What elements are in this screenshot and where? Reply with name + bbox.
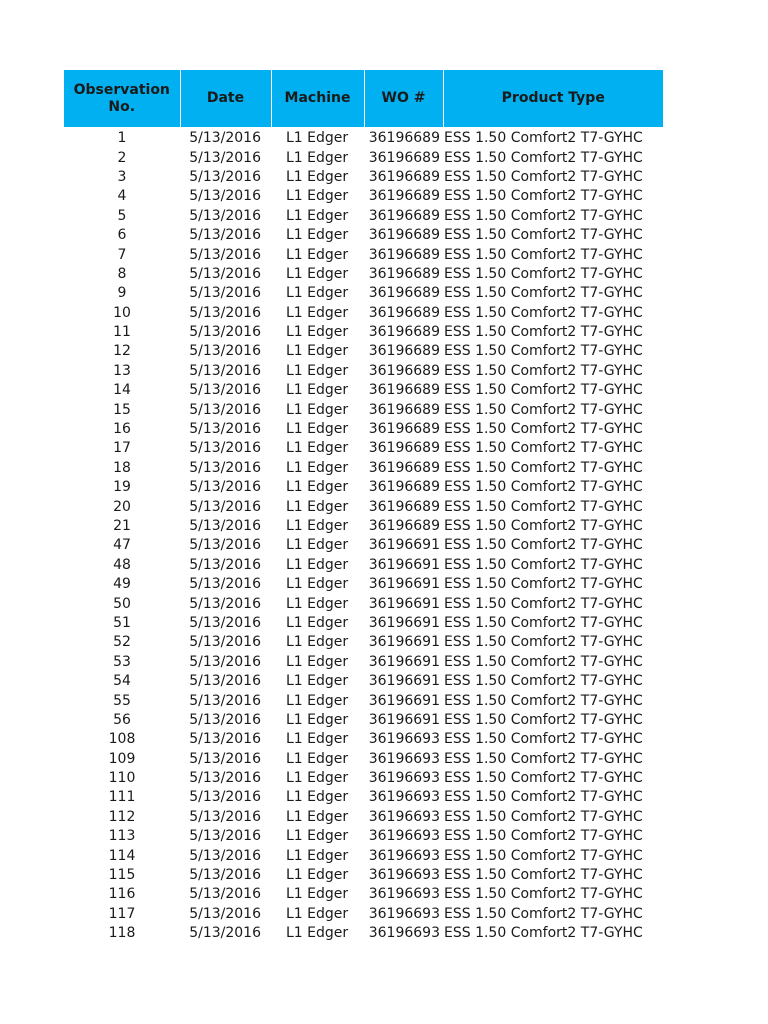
cell-observation-no[interactable]: 16 [113,421,131,438]
cell-date[interactable]: 5/13/2016 [189,149,261,166]
table-row [64,924,663,943]
cell-wo-number[interactable]: 36196689 [368,265,440,282]
cell-wo-number[interactable]: 36196689 [368,324,440,341]
cell-observation-no[interactable]: 115 [108,867,136,884]
table-row [64,420,663,439]
cell-observation-no[interactable]: 108 [108,731,136,748]
cell-product-type[interactable]: ESS 1.50 Comfort2 T7-GYHC [444,537,643,554]
cell-date[interactable]: 5/13/2016 [189,227,261,244]
cell-observation-no[interactable]: 48 [113,556,131,573]
cell-observation-no[interactable]: 117 [108,905,136,922]
table-body [64,127,663,943]
cell-date[interactable]: 5/13/2016 [189,692,261,709]
cell-date[interactable]: 5/13/2016 [189,188,261,205]
cell-wo-number[interactable]: 36196689 [368,207,440,224]
cell-product-type[interactable]: ESS 1.50 Comfort2 T7-GYHC [444,343,643,360]
cell-product-type[interactable]: ESS 1.50 Comfort2 T7-GYHC [444,304,643,321]
cell-machine[interactable]: L1 Edger [286,421,349,438]
header-wo-label: WO # [381,90,426,106]
cell-product-type[interactable]: ESS 1.50 Comfort2 T7-GYHC [444,401,643,418]
cell-product-type[interactable]: ESS 1.50 Comfort2 T7-GYHC [444,634,643,651]
cell-observation-no[interactable]: 56 [113,711,131,728]
cell-observation-no[interactable]: 4 [117,188,127,205]
cell-observation-no[interactable]: 17 [113,440,131,457]
cell-product-type[interactable]: ESS 1.50 Comfort2 T7-GYHC [444,168,643,185]
cell-product-type[interactable]: ESS 1.50 Comfort2 T7-GYHC [444,149,643,166]
table-row [64,536,663,555]
cell-wo-number[interactable]: 36196689 [368,130,440,147]
cell-wo-number[interactable]: 36196691 [368,711,440,728]
cell-observation-no[interactable]: 19 [113,479,131,496]
cell-date[interactable]: 5/13/2016 [189,886,261,903]
cell-date[interactable]: 5/13/2016 [189,518,261,534]
cell-date[interactable]: 5/13/2016 [189,808,261,825]
cell-product-type[interactable]: ESS 1.50 Comfort2 T7-GYHC [444,673,643,690]
cell-wo-number[interactable]: 36196689 [368,440,440,457]
cell-machine[interactable]: L1 Edger [286,925,349,942]
table-row [64,187,663,206]
cell-date[interactable]: 5/13/2016 [189,556,261,573]
table-row [64,245,663,264]
cell-observation-no[interactable]: 118 [108,925,136,942]
cell-date[interactable]: 5/13/2016 [189,130,261,147]
cell-product-type[interactable]: ESS 1.50 Comfort2 T7-GYHC [444,770,643,787]
cell-date[interactable]: 5/13/2016 [189,847,261,864]
cell-wo-number[interactable]: 36196693 [368,789,440,806]
cell-observation-no[interactable]: 54 [113,673,131,690]
cell-machine[interactable]: L1 Edger [286,731,349,748]
cell-product-type[interactable]: ESS 1.50 Comfort2 T7-GYHC [444,130,643,147]
table-row [64,284,663,303]
cell-wo-number[interactable]: 36196693 [368,867,440,884]
cell-product-type[interactable]: ESS 1.50 Comfort2 T7-GYHC [444,692,643,709]
cell-machine[interactable]: L1 Edger [286,459,349,476]
header-date[interactable] [180,70,271,127]
cell-date[interactable]: 5/13/2016 [189,246,261,263]
cell-machine[interactable]: L1 Edger [286,518,349,534]
cell-date[interactable]: 5/13/2016 [189,440,261,457]
cell-date[interactable]: 5/13/2016 [189,324,261,341]
cell-date[interactable]: 5/13/2016 [189,207,261,224]
cell-wo-number[interactable]: 36196689 [368,401,440,418]
cell-observation-no[interactable]: 49 [113,576,131,593]
cell-machine[interactable]: L1 Edger [286,711,349,728]
cell-product-type[interactable]: ESS 1.50 Comfort2 T7-GYHC [444,653,643,670]
table-row [64,633,663,652]
cell-observation-no[interactable]: 111 [108,789,136,806]
table-row [64,788,663,807]
cell-wo-number[interactable]: 36196691 [368,692,440,709]
table-row [64,691,663,710]
cell-observation-no[interactable]: 15 [113,401,131,418]
cell-product-type[interactable]: ESS 1.50 Comfort2 T7-GYHC [444,285,643,302]
cell-machine[interactable]: L1 Edger [286,285,349,302]
cell-machine[interactable]: L1 Edger [286,265,349,282]
table-header [64,70,663,127]
cell-wo-number[interactable]: 36196693 [368,731,440,748]
cell-date[interactable]: 5/13/2016 [189,750,261,767]
cell-machine[interactable]: L1 Edger [286,653,349,670]
cell-observation-no[interactable]: 10 [113,304,131,321]
cell-date[interactable]: 5/13/2016 [189,285,261,302]
cell-machine[interactable]: L1 Edger [286,207,349,224]
cell-product-type[interactable]: ESS 1.50 Comfort2 T7-GYHC [444,207,643,224]
cell-product-type[interactable]: ESS 1.50 Comfort2 T7-GYHC [444,614,643,631]
cell-wo-number[interactable]: 36196693 [368,905,440,922]
cell-product-type[interactable]: ESS 1.50 Comfort2 T7-GYHC [444,808,643,825]
cell-wo-number[interactable]: 36196693 [368,925,440,942]
table-row [64,207,663,226]
cell-observation-no[interactable]: 55 [113,692,131,709]
cell-date[interactable]: 5/13/2016 [189,265,261,282]
cell-observation-no[interactable]: 13 [113,362,131,379]
cell-observation-no[interactable]: 18 [113,459,131,476]
cell-observation-no[interactable]: 110 [108,770,136,787]
cell-date[interactable]: 5/13/2016 [189,653,261,670]
cell-observation-no[interactable]: 47 [113,537,131,554]
cell-product-type[interactable]: ESS 1.50 Comfort2 T7-GYHC [444,518,643,534]
table-row [64,730,663,749]
cell-wo-number[interactable]: 36196691 [368,634,440,651]
cell-machine[interactable]: L1 Edger [286,886,349,903]
cell-machine[interactable]: L1 Edger [286,808,349,825]
cell-product-type[interactable]: ESS 1.50 Comfort2 T7-GYHC [444,246,643,263]
table-row [64,885,663,904]
table-row [64,575,663,594]
cell-machine[interactable]: L1 Edger [286,343,349,360]
table-row [64,517,663,536]
cell-machine[interactable]: L1 Edger [286,847,349,864]
cell-observation-no[interactable]: 7 [117,246,127,263]
table-row [64,304,663,323]
cell-observation-no[interactable]: 12 [113,343,131,360]
cell-product-type[interactable]: ESS 1.50 Comfort2 T7-GYHC [444,498,643,515]
cell-wo-number[interactable]: 36196693 [368,750,440,767]
cell-machine[interactable]: L1 Edger [286,382,349,399]
cell-product-type[interactable]: ESS 1.50 Comfort2 T7-GYHC [444,867,643,884]
header-machine-label: Machine [284,90,351,106]
cell-product-type[interactable]: ESS 1.50 Comfort2 T7-GYHC [444,750,643,767]
cell-observation-no[interactable]: 52 [113,634,131,651]
cell-wo-number[interactable]: 36196689 [368,362,440,379]
cell-wo-number[interactable]: 36196689 [368,246,440,263]
header-product-type[interactable] [443,70,663,127]
cell-machine[interactable]: L1 Edger [286,692,349,709]
observation-table [64,70,663,943]
cell-date[interactable]: 5/13/2016 [189,401,261,418]
cell-observation-no[interactable]: 2 [117,149,127,166]
cell-date[interactable]: 5/13/2016 [189,498,261,515]
cell-date[interactable]: 5/13/2016 [189,304,261,321]
cell-machine[interactable]: L1 Edger [286,634,349,651]
cell-wo-number[interactable]: 36196689 [368,459,440,476]
cell-product-type[interactable]: ESS 1.50 Comfort2 T7-GYHC [444,324,643,341]
cell-observation-no[interactable]: 112 [108,808,136,825]
table-row [64,439,663,458]
cell-date[interactable]: 5/13/2016 [189,576,261,593]
cell-product-type[interactable]: ESS 1.50 Comfort2 T7-GYHC [444,362,643,379]
cell-date[interactable]: 5/13/2016 [189,905,261,922]
cell-date[interactable]: 5/13/2016 [189,711,261,728]
cell-product-type[interactable]: ESS 1.50 Comfort2 T7-GYHC [444,479,643,496]
table-row [64,846,663,865]
cell-wo-number[interactable]: 36196689 [368,343,440,360]
cell-machine[interactable]: L1 Edger [286,324,349,341]
cell-observation-no[interactable]: 51 [113,614,131,631]
cell-date[interactable]: 5/13/2016 [189,459,261,476]
cell-date[interactable]: 5/13/2016 [189,168,261,185]
cell-machine[interactable]: L1 Edger [286,168,349,185]
cell-observation-no[interactable]: 1 [117,130,127,147]
cell-machine[interactable]: L1 Edger [286,246,349,263]
cell-wo-number[interactable]: 36196689 [368,188,440,205]
cell-observation-no[interactable]: 50 [113,595,131,612]
cell-wo-number[interactable]: 36196693 [368,828,440,845]
table-row [64,556,663,575]
cell-machine[interactable]: L1 Edger [286,556,349,573]
cell-product-type[interactable]: ESS 1.50 Comfort2 T7-GYHC [444,731,643,748]
cell-wo-number[interactable]: 36196689 [368,304,440,321]
table-row [64,750,663,769]
cell-product-type[interactable]: ESS 1.50 Comfort2 T7-GYHC [444,556,643,573]
cell-date[interactable]: 5/13/2016 [189,537,261,554]
header-observation-label: Observation No. [73,81,170,115]
cell-wo-number[interactable]: 36196689 [368,421,440,438]
cell-date[interactable]: 5/13/2016 [189,343,261,360]
header-row [64,70,663,127]
cell-date[interactable]: 5/13/2016 [189,479,261,496]
cell-product-type[interactable]: ESS 1.50 Comfort2 T7-GYHC [444,925,643,942]
cell-machine[interactable]: L1 Edger [286,595,349,612]
cell-observation-no[interactable]: 8 [117,265,127,282]
cell-date[interactable]: 5/13/2016 [189,867,261,884]
cell-observation-no[interactable]: 11 [113,324,131,341]
cell-observation-no[interactable]: 114 [108,847,136,864]
cell-machine[interactable]: L1 Edger [286,905,349,922]
table-row [64,478,663,497]
cell-wo-number[interactable]: 36196691 [368,673,440,690]
cell-wo-number[interactable]: 36196689 [368,518,440,534]
header-machine[interactable] [271,70,364,127]
cell-observation-no[interactable]: 109 [108,750,136,767]
cell-product-type[interactable]: ESS 1.50 Comfort2 T7-GYHC [444,595,643,612]
cell-wo-number[interactable]: 36196689 [368,227,440,244]
cell-wo-number[interactable]: 36196691 [368,537,440,554]
cell-observation-no[interactable]: 3 [117,168,127,185]
cell-wo-number[interactable]: 36196691 [368,614,440,631]
cell-date[interactable]: 5/13/2016 [189,789,261,806]
table-row [64,226,663,245]
cell-date[interactable]: 5/13/2016 [189,382,261,399]
cell-product-type[interactable]: ESS 1.50 Comfort2 T7-GYHC [444,459,643,476]
cell-product-type[interactable]: ESS 1.50 Comfort2 T7-GYHC [444,886,643,903]
cell-wo-number[interactable]: 36196691 [368,653,440,670]
cell-date[interactable]: 5/13/2016 [189,595,261,612]
cell-wo-number[interactable]: 36196693 [368,886,440,903]
cell-observation-no[interactable]: 14 [113,382,131,399]
cell-machine[interactable]: L1 Edger [286,479,349,496]
cell-product-type[interactable]: ESS 1.50 Comfort2 T7-GYHC [444,576,643,593]
table-row [64,400,663,419]
cell-date[interactable]: 5/13/2016 [189,421,261,438]
cell-product-type[interactable]: ESS 1.50 Comfort2 T7-GYHC [444,905,643,922]
cell-observation-no[interactable]: 9 [117,285,127,302]
cell-observation-no[interactable]: 20 [113,498,131,515]
cell-wo-number[interactable]: 36196691 [368,576,440,593]
cell-wo-number[interactable]: 36196693 [368,770,440,787]
spreadsheet [64,70,663,943]
cell-wo-number[interactable]: 36196689 [368,479,440,496]
table-row [64,905,663,924]
cell-observation-no[interactable]: 113 [108,828,136,845]
cell-date[interactable]: 5/13/2016 [189,828,261,845]
cell-machine[interactable]: L1 Edger [286,188,349,205]
cell-wo-number[interactable]: 36196689 [368,149,440,166]
cell-machine[interactable]: L1 Edger [286,149,349,166]
cell-machine[interactable]: L1 Edger [286,498,349,515]
cell-observation-no[interactable]: 21 [113,518,131,534]
table-row [64,769,663,788]
cell-machine[interactable]: L1 Edger [286,362,349,379]
cell-date[interactable]: 5/13/2016 [189,614,261,631]
cell-wo-number[interactable]: 36196691 [368,595,440,612]
cell-product-type[interactable]: ESS 1.50 Comfort2 T7-GYHC [444,382,643,399]
cell-date[interactable]: 5/13/2016 [189,925,261,942]
cell-wo-number[interactable]: 36196689 [368,168,440,185]
cell-product-type[interactable]: ESS 1.50 Comfort2 T7-GYHC [444,828,643,845]
cell-wo-number[interactable]: 36196689 [368,285,440,302]
header-date-label: Date [206,90,245,106]
cell-product-type[interactable]: ESS 1.50 Comfort2 T7-GYHC [444,847,643,864]
cell-machine[interactable]: L1 Edger [286,828,349,845]
cell-machine[interactable]: L1 Edger [286,130,349,147]
table-row [64,265,663,284]
cell-date[interactable]: 5/13/2016 [189,731,261,748]
header-wo[interactable] [364,70,443,127]
cell-wo-number[interactable]: 36196693 [368,847,440,864]
cell-machine[interactable]: L1 Edger [286,304,349,321]
cell-product-type[interactable]: ESS 1.50 Comfort2 T7-GYHC [444,421,643,438]
cell-observation-no[interactable]: 53 [113,653,131,670]
table-row [64,342,663,361]
cell-wo-number[interactable]: 36196693 [368,808,440,825]
header-product-type-label: Product Type [501,90,605,106]
cell-product-type[interactable]: ESS 1.50 Comfort2 T7-GYHC [444,711,643,728]
cell-wo-number[interactable]: 36196689 [368,382,440,399]
table-row [64,129,663,148]
cell-machine[interactable]: L1 Edger [286,227,349,244]
header-observation-no[interactable] [64,70,180,127]
cell-observation-no[interactable]: 6 [117,227,127,244]
cell-product-type[interactable]: ESS 1.50 Comfort2 T7-GYHC [444,227,643,244]
table-row [64,362,663,381]
table-row [64,381,663,400]
cell-wo-number[interactable]: 36196689 [368,498,440,515]
cell-machine[interactable]: L1 Edger [286,770,349,787]
cell-product-type[interactable]: ESS 1.50 Comfort2 T7-GYHC [444,265,643,282]
table-row [64,653,663,672]
table-row [64,614,663,633]
table-row [64,594,663,613]
table-row [64,711,663,730]
cell-machine[interactable]: L1 Edger [286,537,349,554]
table-row [64,168,663,187]
table-row [64,808,663,827]
cell-date[interactable]: 5/13/2016 [189,770,261,787]
cell-machine[interactable]: L1 Edger [286,789,349,806]
cell-machine[interactable]: L1 Edger [286,576,349,593]
cell-observation-no[interactable]: 116 [108,886,136,903]
cell-machine[interactable]: L1 Edger [286,440,349,457]
table-row [64,323,663,342]
cell-product-type[interactable]: ESS 1.50 Comfort2 T7-GYHC [444,188,643,205]
cell-machine[interactable]: L1 Edger [286,614,349,631]
cell-machine[interactable]: L1 Edger [286,673,349,690]
cell-machine[interactable]: L1 Edger [286,750,349,767]
cell-date[interactable]: 5/13/2016 [189,362,261,379]
cell-product-type[interactable]: ESS 1.50 Comfort2 T7-GYHC [444,789,643,806]
table-row [64,866,663,885]
cell-wo-number[interactable]: 36196691 [368,556,440,573]
table-row [64,148,663,167]
cell-machine[interactable]: L1 Edger [286,867,349,884]
table-row [64,672,663,691]
cell-observation-no[interactable]: 5 [117,207,127,224]
cell-machine[interactable]: L1 Edger [286,401,349,418]
table-row [64,459,663,478]
table-row [64,827,663,846]
table-row [64,497,663,516]
cell-date[interactable]: 5/13/2016 [189,634,261,651]
cell-product-type[interactable]: ESS 1.50 Comfort2 T7-GYHC [444,440,643,457]
cell-date[interactable]: 5/13/2016 [189,673,261,690]
